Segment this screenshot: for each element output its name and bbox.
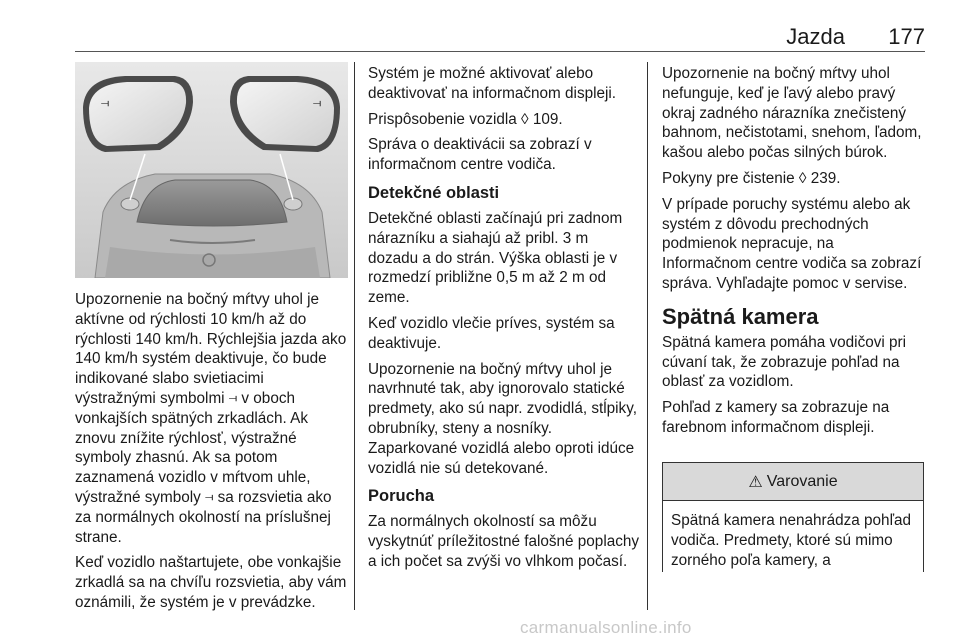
page-number: 177 <box>888 24 925 49</box>
paragraph: Správa o deaktivácii sa zobrazí v informačnom centre vodiča. <box>368 136 592 174</box>
paragraph: Keď vozidlo naštartujete, obe vonkajšie zrkadlá sa na chvíľu rozsvietia, aby vám oznámili, že systém je v prevádzke. <box>75 554 347 611</box>
paragraph: V prípade poruchy systému alebo ak systém z dôvodu prechodných podmienok nepracuje, na Informačnom centre vodiča sa zobrazí správa. Vyhľadajte pomoc v servise. <box>662 195 922 292</box>
blind-spot-symbol-icon: ⟞ <box>228 392 238 404</box>
warning-triangle-icon: ⚠ <box>748 473 763 491</box>
column-1-text <box>75 290 347 619</box>
cross-reference[interactable]: Pokyny pre čistenie ◊ 239. <box>662 169 841 187</box>
page-header <box>75 24 925 50</box>
paragraph: Systém je možné aktivovať alebo deaktivovať na informačnom displeji. <box>368 65 617 102</box>
column-3-text <box>662 64 927 444</box>
paragraph: Keď vozidlo vlečie príves, systém sa deaktivuje. <box>368 314 615 352</box>
blind-spot-mirrors-illustration <box>75 62 348 278</box>
paragraph: Upozornenie na bočný mŕtvy uhol nefunguje, keď je ľavý alebo pravý okraj zadného nárazníka znečistený bahnom, nečistotami, snehom, ľadom, kašou alebo počas silných búrok. <box>662 65 922 162</box>
paragraph: Detekčné oblasti začínajú pri zadnom nárazníku a siahajú až pribl. 3 m dozadu a do strán. Výška oblasti je v rozmedzí približne 0,5 m až 2 m od zeme. <box>368 209 623 307</box>
svg-text:⟞: ⟞ <box>101 98 110 109</box>
section-heading: Spätná kamera <box>662 303 819 329</box>
text-segment: sa rozsvietia ako za normálnych okolností na príslušnej strane. <box>75 488 332 546</box>
subheading: Detekčné oblasti <box>368 183 500 202</box>
warning-title: Varovanie <box>766 472 838 490</box>
column-divider-2 <box>647 62 648 610</box>
paragraph: Spätná kamera pomáha vodičovi pri cúvaní tak, že zobrazuje pohľad na oblasť za vozidlom. <box>662 333 907 391</box>
column-divider-1 <box>354 62 355 610</box>
warning-body: Spätná kamera nenahrádza pohľad vodiča. Predmety, ktoré sú mimo zorného poľa kamery, a <box>671 512 912 569</box>
paragraph: Za normálnych okolností sa môžu vyskytnúť príležitostné falošné poplachy a ich počet sa zvýši vo vlhkom počasí. <box>368 513 640 570</box>
paragraph: Upozornenie na bočný mŕtvy uhol je navrhnuté tak, aby ignorovalo statické predmety, ako sú napr. zvodidlá, stĺpiky, obrubníky, steny a nosníky. Zaparkované vozidlá alebo oproti idúce vozidlá nie sú detekované. <box>368 360 637 477</box>
svg-text:⟞: ⟞ <box>313 98 322 109</box>
paragraph: Pohľad z kamery sa zobrazuje na farebnom informačnom displeji. <box>662 399 890 436</box>
column-2-text <box>368 64 640 578</box>
cross-reference[interactable]: Prispôsobenie vozidla ◊ 109. <box>368 110 563 128</box>
warning-header <box>663 463 923 501</box>
text-segment: Upozornenie na bočný mŕtvy uhol je aktívne od rýchlosti 10 km/h až do rýchlosti 140 km/h. Rýchlejšia jazda ako 140 km/h systém deaktivuje, čo bude indikované slabo svietiacimi výstražnými symbolmi <box>75 291 347 407</box>
paragraph <box>75 290 347 547</box>
subheading: Porucha <box>368 487 435 506</box>
warning-box <box>662 462 924 572</box>
section-title: Jazda <box>786 24 845 49</box>
watermark: carmanualsonline.info <box>520 618 692 637</box>
text-segment: v oboch vonkajších spätných zrkadlách. Ak znovu znížite rýchlosť, výstražné symboly zhasnú. Ak sa potom zaznamená vozidlo v mŕtvom uhle, výstražné symboly <box>75 389 311 506</box>
header-rule <box>75 51 925 52</box>
blind-spot-symbol-icon: ⟞ <box>205 491 214 503</box>
